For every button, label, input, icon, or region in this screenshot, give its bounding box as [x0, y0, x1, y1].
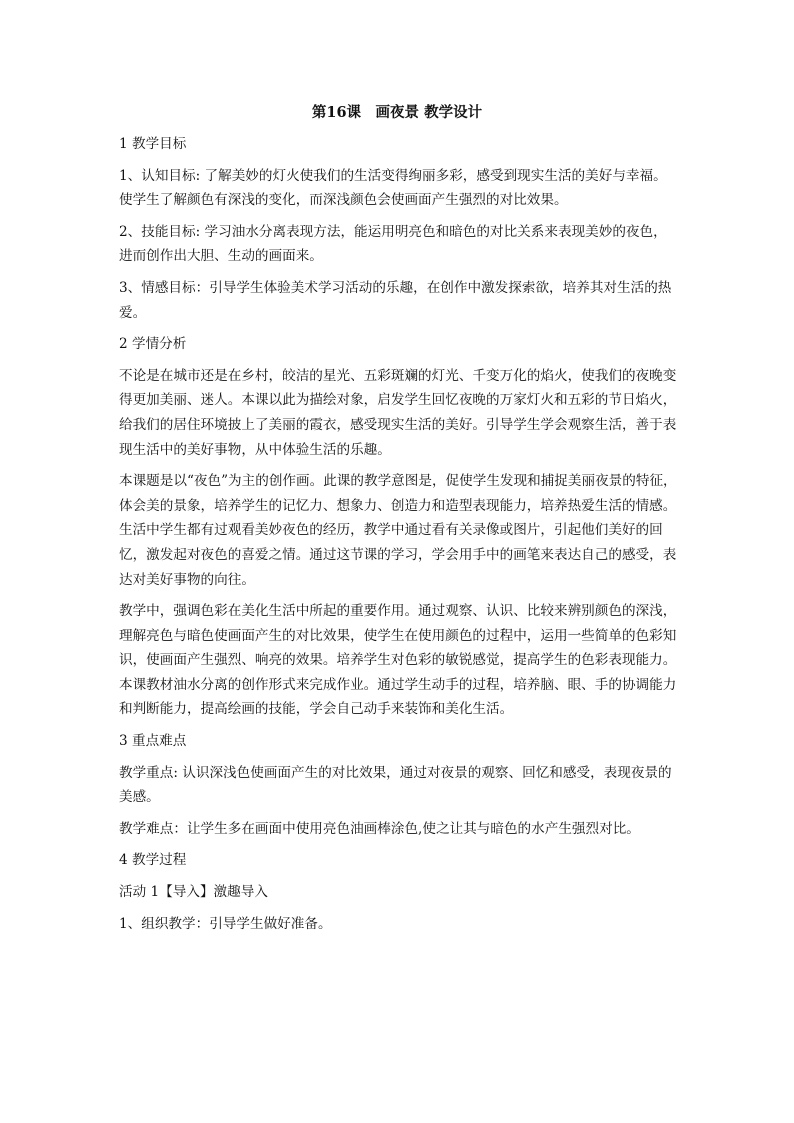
heading-process: 4 教学过程: [119, 852, 187, 869]
heading-key-points: 3 重点难点: [119, 733, 187, 750]
paragraph-key-point: 教学重点: 认识深浅色使画面产生的对比效果，通过对夜景的观察、回忆和感受，表现夜景的美感。: [119, 764, 672, 806]
paragraph-cognitive-goal: 1、认知目标: 了解美妙的灯火使我们的生活变得绚丽多彩，感受到现实生活的美好与幸福。使学生了解颜色有深浅的变化，而深浅颜色会使画面产生强烈的对比效果。: [119, 167, 667, 209]
paragraph-activity-1: 活动 1【导入】激趣导入: [119, 884, 268, 901]
paragraph-difficulty: 教学难点：让学生多在画面中使用亮色油画棒涂色,使之让其与暗色的水产生强烈对比。: [119, 820, 640, 837]
paragraph-analysis-2: 本课题是以“夜色”为主的创作画。此课的教学意图是，促使学生发现和捕捉美丽夜景的特征，体会美的景象，培养学生的记忆力、想象力、创造力和造型表现能力，培养热爱生活的情感。生活中学生都有过观看美妙夜色的经历，教学中通过看有关录像或图片，引起他们美好的回忆，激发起对夜色的喜爱之情。通过这节课的学习，学会用手中的画笔来表达自己的感受，表达对美好事物的向往。: [119, 473, 677, 588]
paragraph-analysis-3: 教学中，强调色彩在美化生活中所起的重要作用。通过观察、认识、比较来辨别颜色的深浅，理解亮色与暗色使画面产生的对比效果，使学生在使用颜色的过程中，运用一些简单的色彩知识，使画面产生强烈、响亮的效果。培养学生对色彩的敏锐感觉，提高学生的色彩表现能力。 本课教材油水分离的创作形式来完成作业。通过学生动手的过程，培养脑、眼、手的协调能力和判断能力，提高绘画的技能，学会自己动手来装饰和美化生活。: [119, 603, 677, 718]
heading-student-analysis: 2 学情分析: [119, 336, 187, 353]
heading-objectives: 1 教学目标: [119, 136, 187, 152]
document-body: [119, 132, 677, 943]
paragraph-emotion-goal: 3、情感目标：引导学生体验美术学习活动的乐趣，在创作中激发探索欲，培养其对生活的热爱。: [119, 279, 672, 321]
document-title: 第16课 画夜景 教学设计: [311, 104, 483, 121]
paragraph-skill-goal: 2、技能目标: 学习油水分离表现方法，能运用明亮色和暗色的对比关系来表现美妙的夜色，进而创作出大胆、生动的画面来。: [119, 223, 667, 265]
paragraph-organize: 1、组织教学：引导学生做好准备。: [119, 915, 332, 932]
paragraph-analysis-1: 不论是在城市还是在乡村，皎洁的星光、五彩斑斓的灯光、千变万化的焰火，使我们的夜晚变得更加美丽、迷人。本课以此为描绘对象，启发学生回忆夜晚的万家灯火和五彩的节日焰火，给我们的居住环境披上了美丽的霞衣，感受现实生活的美好。引导学生学会观察生活，善于表现生活中的美好事物，从中体验生活的乐趣。: [119, 367, 677, 458]
